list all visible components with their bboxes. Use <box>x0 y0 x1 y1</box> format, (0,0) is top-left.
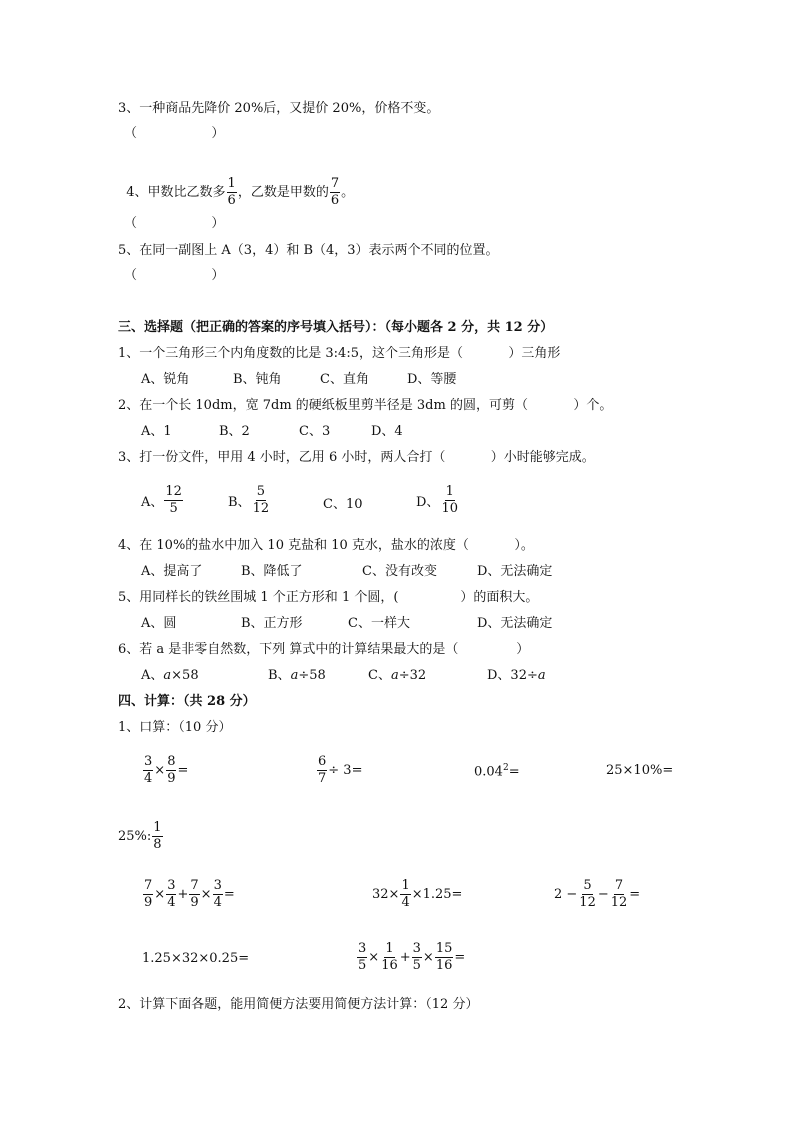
judge-q5-text: 5、在同一副图上 A（3，4）和 B（4，3）表示两个不同的位置。 <box>118 243 499 258</box>
s3-q2-text: 2、在一个长 10dm，宽 7dm 的硬纸板里剪半径是 3dm 的圆，可剪（ ）个。 <box>118 398 613 413</box>
s3-q3-text: 3、打一份文件，甲用 4 小时，乙用 6 小时，两人合打（ ）小时能够完成。 <box>118 450 595 465</box>
section3-title: 三、选择题（把正确的答案的序号填入括号）：（每小题各 2 分，共 12 分） <box>118 320 554 335</box>
s3-q2-option-b[interactable]: B、2 <box>219 424 250 439</box>
fraction: $\frac{7}{9}$ <box>144 878 153 910</box>
fraction: $\frac{5}{12}$ <box>579 878 596 910</box>
calc-10: $\frac{3}{5}$ × $\frac{1}{16}$ + $\frac{3}{5}$ × $\frac{15}{16}$ = <box>358 941 466 973</box>
s3-q1-option-b[interactable]: B、钝角 <box>233 372 282 387</box>
fraction: $\frac{12}{5}$ <box>165 484 182 516</box>
fraction: $\frac{3}{4}$ <box>213 878 222 910</box>
s3-q4-option-c[interactable]: C、没有改变 <box>362 564 437 579</box>
section4-sub2: 2、计算下面各题，能用简便方法要用简便方法计算：（12 分） <box>118 997 479 1012</box>
fraction: $\frac{1}{16}$ <box>381 941 398 973</box>
s3-q2-option-c[interactable]: C、3 <box>299 424 331 439</box>
fraction: $\frac{15}{16}$ <box>435 941 453 973</box>
section4-title: 四、计算：（共 28 分） <box>118 694 256 709</box>
fraction: $\frac{1}{8}$ <box>153 820 162 852</box>
calc-3: $0.04^2=$ <box>474 763 520 780</box>
calc-5: 25%: $\frac{1}{8}$ <box>118 820 162 852</box>
fraction: $\frac{1}{10}$ <box>441 484 458 516</box>
section4-sub1: 1、口算：（10 分） <box>118 720 232 735</box>
s3-q5-option-c[interactable]: C、一样大 <box>348 616 410 631</box>
s3-q3-option-d[interactable]: D、 $\frac{1}{10}$ <box>416 484 458 516</box>
fraction: $\frac{1}{4}$ <box>401 878 410 910</box>
fraction: $\frac{7}{9}$ <box>190 878 199 910</box>
judge-q5-answer-paren[interactable]: （ ） <box>124 268 225 283</box>
s3-q5-option-d[interactable]: D、无法确定 <box>477 616 553 631</box>
s3-q6-option-a[interactable]: A、a×58 <box>141 668 199 683</box>
calc-9: 1.25×32×0.25= <box>142 951 250 966</box>
calc-7: 32× $\frac{1}{4}$ ×1.25= <box>372 878 463 910</box>
fraction: $\frac{6}{7}$ <box>318 754 327 786</box>
fraction: $\frac{3}{4}$ <box>144 754 153 786</box>
calc-8: 2 − $\frac{5}{12}$ − $\frac{7}{12}$ = <box>554 878 641 910</box>
s3-q4-text: 4、在 10%的盐水中加入 10 克盐和 10 克水，盐水的浓度（ ）。 <box>118 538 534 553</box>
fraction: $\frac{1}{6}$ <box>227 176 236 208</box>
s3-q4-option-b[interactable]: B、降低了 <box>241 564 303 579</box>
s3-q1-text: 1、一个三角形三个内角度数的比是 3:4:5，这个三角形是（ ）三角形 <box>118 346 561 361</box>
fraction: $\frac{8}{9}$ <box>167 754 176 786</box>
judge-q3-text: 3、一种商品先降价 20%后，又提价 20%，价格不变。 <box>118 101 440 116</box>
s3-q3-option-b[interactable]: B、 $\frac{5}{12}$ <box>228 484 270 516</box>
calc-2: $\frac{6}{7}$ ÷ 3= <box>318 754 363 786</box>
s3-q5-option-a[interactable]: A、圆 <box>141 616 177 631</box>
judge-q3-answer-paren[interactable]: （ ） <box>124 126 225 141</box>
calc-1: $\frac{3}{4}$ × $\frac{8}{9}$ = <box>144 754 189 786</box>
s3-q5-text: 5、用同样长的铁丝围城 1 个正方形和 1 个圆，( ）的面积大。 <box>118 590 539 605</box>
fraction: $\frac{3}{4}$ <box>167 878 176 910</box>
s3-q2-option-a[interactable]: A、1 <box>141 424 172 439</box>
fraction: $\frac{7}{12}$ <box>610 878 628 910</box>
s3-q3-option-a[interactable]: A、 $\frac{12}{5}$ <box>141 484 182 516</box>
fraction: $\frac{5}{12}$ <box>252 484 270 516</box>
s3-q6-option-d[interactable]: D、32÷a <box>487 668 546 683</box>
calc-4: 25×10%= <box>606 763 674 778</box>
judge-q4 <box>118 160 354 209</box>
fraction: $\frac{7}{6}$ <box>330 176 340 208</box>
s3-q3-option-c[interactable]: C、10 <box>323 497 363 512</box>
fraction: $\frac{3}{5}$ <box>412 941 421 973</box>
s3-q4-option-a[interactable]: A、提高了 <box>141 564 203 579</box>
judge-q4-answer-paren[interactable]: （ ） <box>124 216 225 231</box>
s3-q5-option-b[interactable]: B、正方形 <box>241 616 303 631</box>
judge-q4-pre: 4、甲数比乙数多 <box>126 184 226 200</box>
s3-q6-text: 6、若 a 是非零自然数，下列 算式中的计算结果最大的是（ ） <box>118 642 530 657</box>
s3-q4-option-d[interactable]: D、无法确定 <box>477 564 553 579</box>
s3-q6-option-b[interactable]: B、a÷58 <box>268 668 326 683</box>
judge-q4-post: 。 <box>341 184 355 200</box>
s3-q1-option-d[interactable]: D、等腰 <box>407 372 457 387</box>
fraction: $\frac{3}{5}$ <box>358 941 367 973</box>
s3-q1-option-c[interactable]: C、直角 <box>320 372 369 387</box>
s3-q1-option-a[interactable]: A、锐角 <box>141 372 190 387</box>
calc-6: $\frac{7}{9}$ × $\frac{3}{4}$ + $\frac{7}{9}$ × $\frac{3}{4}$ = <box>144 878 235 910</box>
judge-q4-mid: ，乙数是甲数的 <box>237 184 329 200</box>
s3-q2-option-d[interactable]: D、4 <box>371 424 403 439</box>
s3-q6-option-c[interactable]: C、a÷32 <box>368 668 427 683</box>
